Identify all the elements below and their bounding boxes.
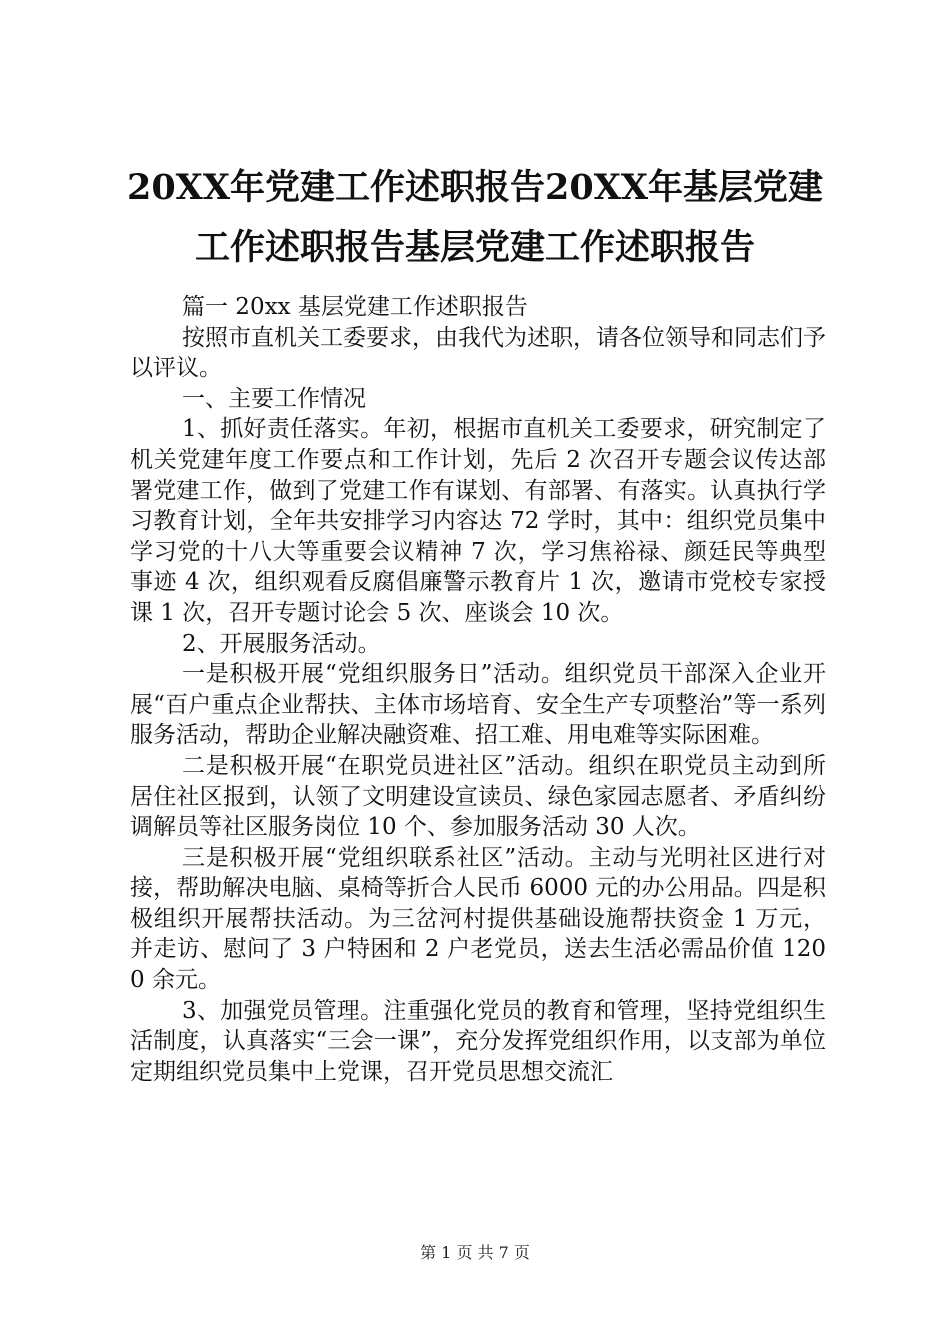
page-footer: 第 1 页 共 7 页 (420, 1243, 530, 1262)
paragraph-heading-service: 2、开展服务活动。 (182, 630, 381, 657)
paragraph-responsibility: 1、抓好责任落实。年初，根据市直机关工委要求，研究制定了机关党建年度工作要点和工作计划，先后 2 次召开专题会议传达部署党建工作，做到了党建工作有谋划、有部署、有落实。认真执行学习教育计划，全年共安排学习内容达 72 学时，其中：组织党员集中学习党的十八大等重要会议精神 7 次，学习焦裕禄、颜廷民等典型事迹 4 次，组织观看反腐倡廉警示教育片 1 次，邀请市党校专家授课 1 次，召开专题讨论会 5 次、座谈会 10 次。 (130, 416, 826, 626)
paragraph-section-heading: 篇一 20xx 基层党建工作述职报告 (182, 294, 528, 320)
paragraph-member-management: 3、加强党员管理。注重强化党员的教育和管理，坚持党组织生活制度，认真落实“三会一课”，充分发挥党组织作用，以支部为单位定期组织党员集中上党课，召开党员思想交流汇 (130, 997, 826, 1085)
document-title: 20XX年党建工作述职报告20XX年基层党建工作述职报告基层党建工作述职报告 (126, 167, 824, 268)
paragraph-service-day: 一是积极开展“党组织服务日”活动。组织党员干部深入企业开展“百户重点企业帮扶、主体市场培育、安全生产专项整治”等一系列服务活动，帮助企业解决融资难、招工难、用电难等实际困难。 (130, 661, 826, 749)
paragraph-community-link: 三是积极开展“党组织联系社区”活动。主动与光明社区进行对接，帮助解决电脑、桌椅等折合人民币 6000 元的办公用品。四是积极组织开展帮扶活动。为三岔河村提供基础设施帮扶资金 1 万元，并走访、慰问了 3 户特困和 2 户老党员，送去生活必需品价值 1200 余元。 (130, 844, 826, 994)
paragraph-intro: 按照市直机关工委要求，由我代为述职，请各位领导和同志们予以评议。 (130, 324, 826, 382)
paragraph-community-service: 二是积极开展“在职党员进社区”活动。组织在职党员主动到所居住社区报到，认领了文明建设宣读员、绿色家园志愿者、矛盾纠纷调解员等社区服务岗位 10 个、参加服务活动 30 人次。 (130, 752, 826, 841)
document-body (130, 292, 826, 1087)
paragraph-heading-main-work: 一、主要工作情况 (182, 385, 366, 412)
